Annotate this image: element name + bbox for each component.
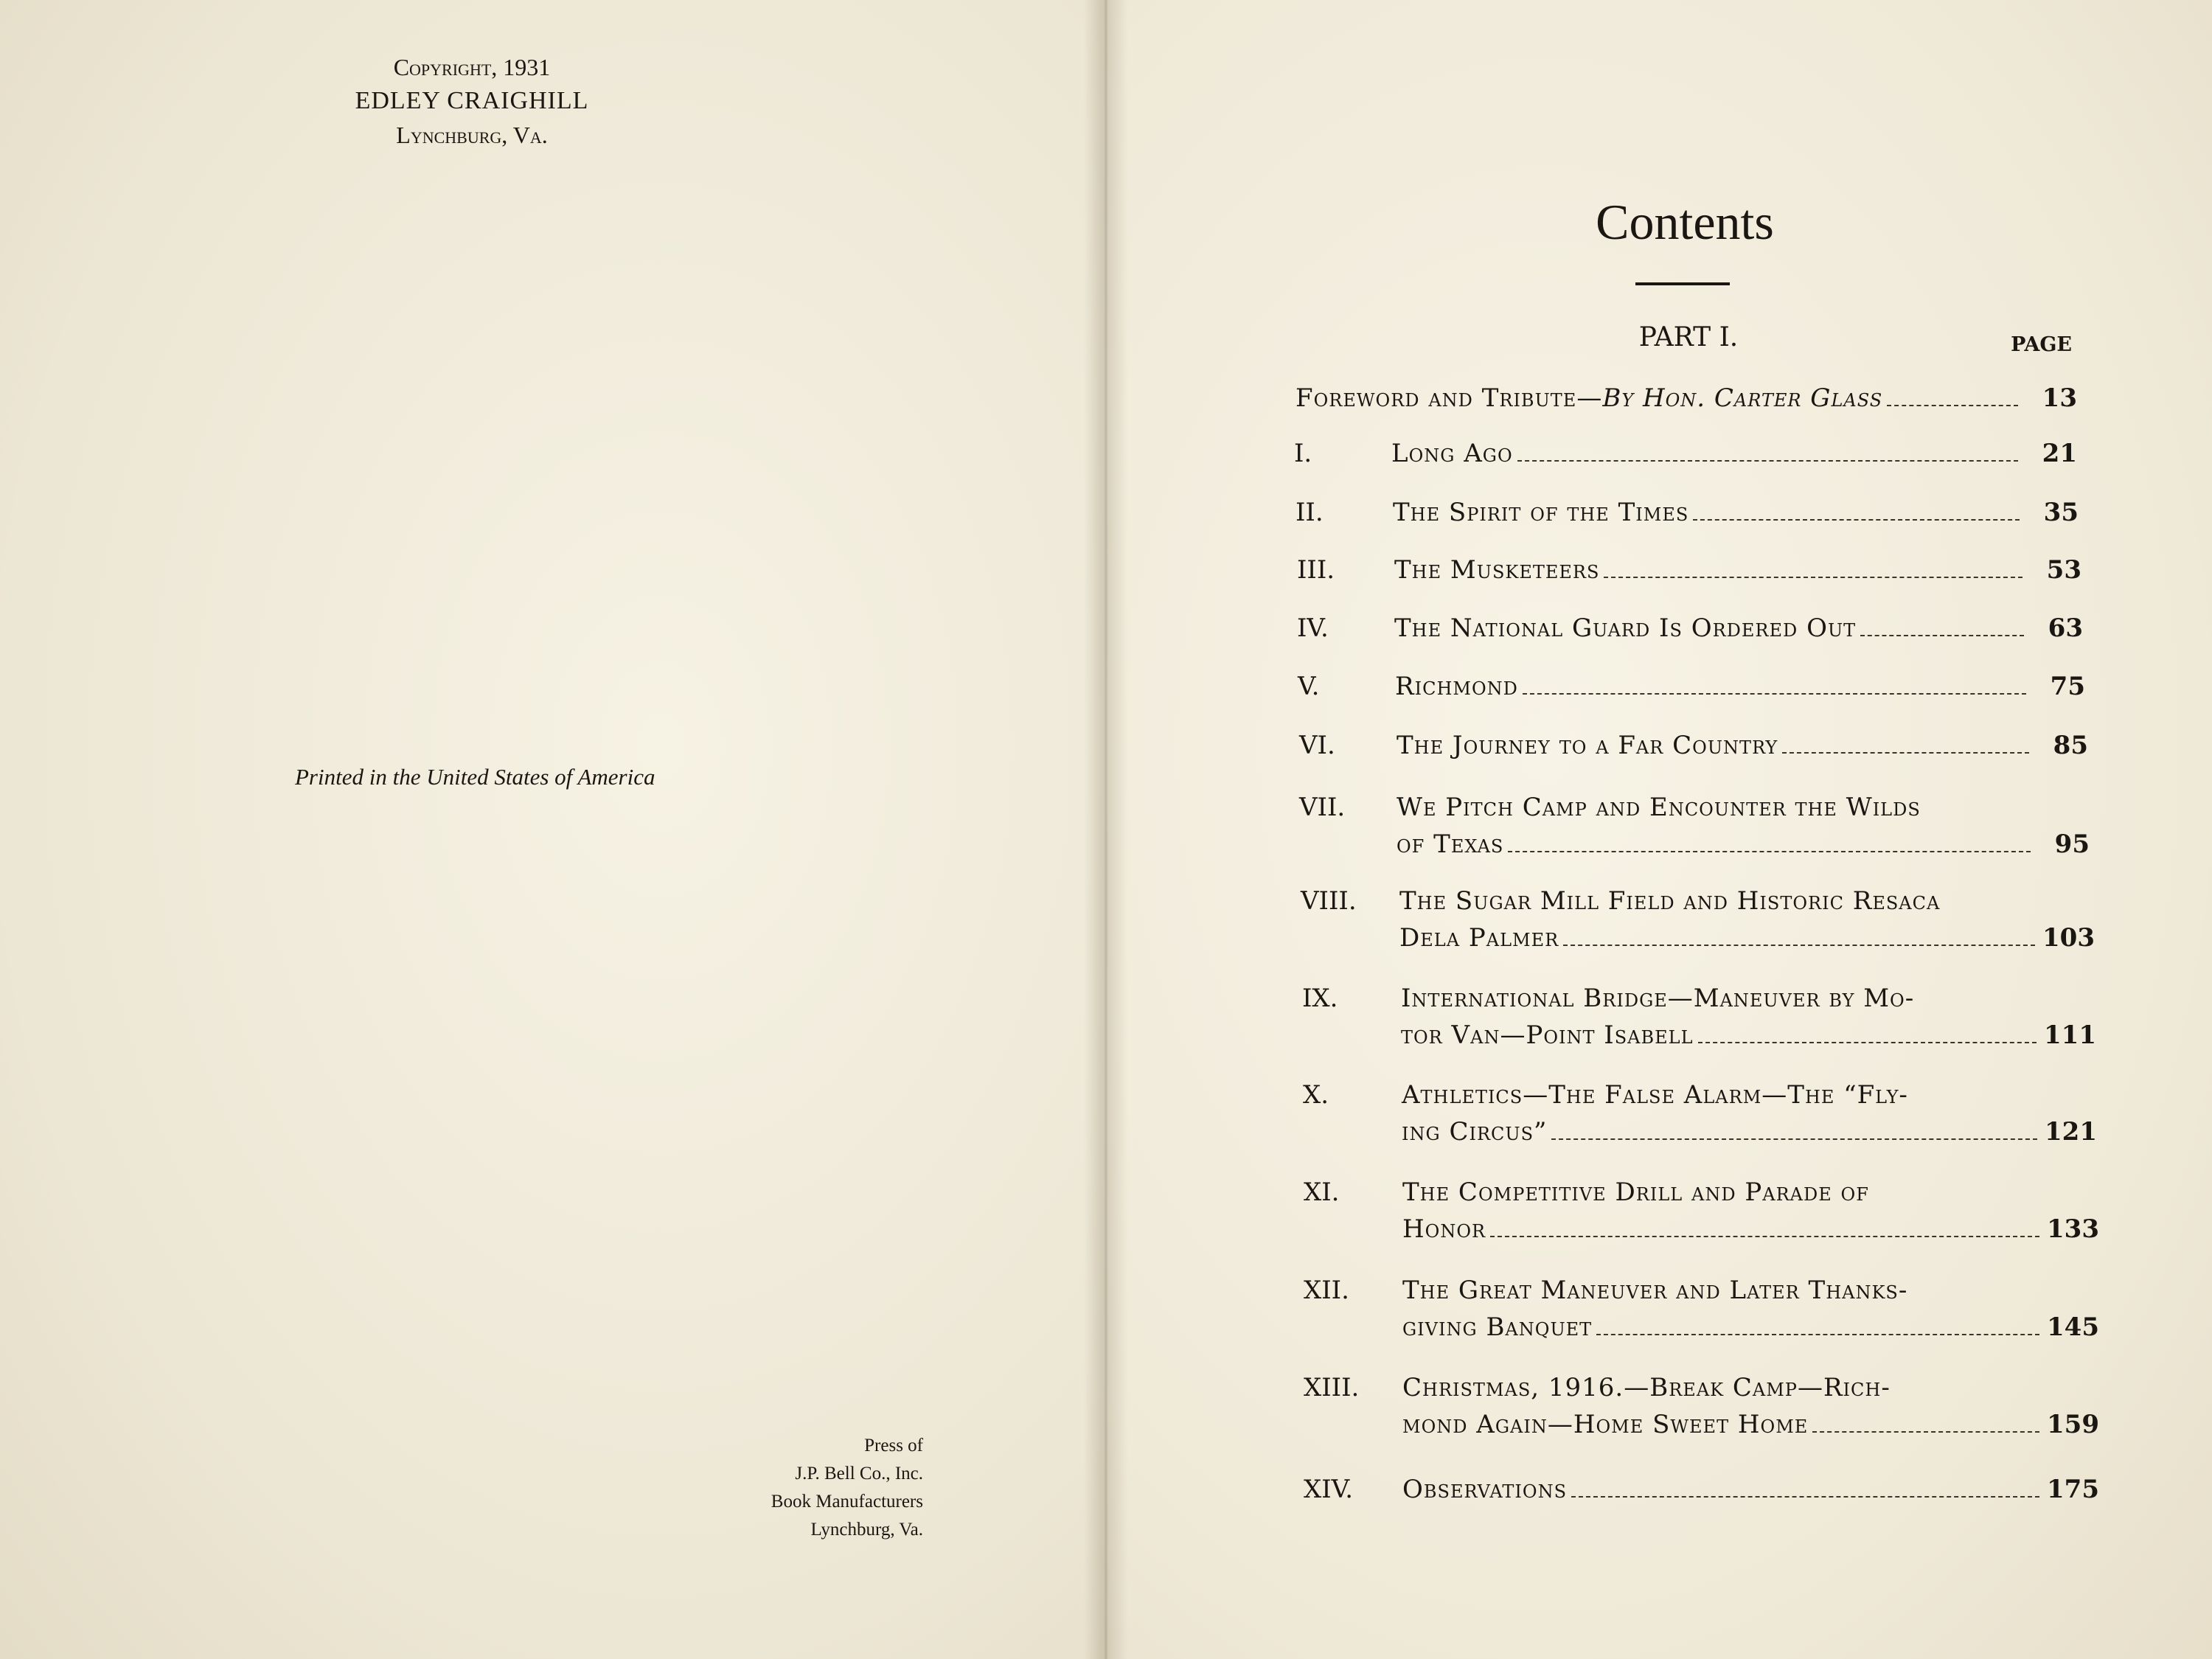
page-number: 175 [2047,1475,2099,1504]
page-number: 111 [2044,1020,2096,1050]
dot-leader [1517,460,2018,462]
page-number: 121 [2045,1117,2097,1147]
dot-leader [1604,577,2023,578]
foreword-label: Foreword and Tribute— [1295,383,1603,413]
page-number: 21 [2042,439,2077,468]
toc-row [1298,668,2085,705]
page-number: 85 [2053,731,2088,760]
page-number: 13 [2042,383,2077,413]
foreword-author: By Hon. Carter Glass [1602,383,1883,413]
page-number: 103 [2042,923,2095,953]
chapter-title-cont: tor Van—Point Isabell [1401,1020,1694,1050]
press-line: Press of [864,1436,923,1455]
copyright-name: EDLEY CRAIGHILL [355,87,589,114]
chapter-title: The Great Maneuver and Later Thanks- [1402,1276,1908,1305]
left-page [0,0,1102,1659]
chapter-number: I. [1294,439,1312,468]
dot-leader [1523,693,2026,695]
toc-row [1297,552,2081,588]
toc-row [1304,1471,2098,1508]
chapter-number: IX. [1302,984,1338,1013]
page-number: 35 [2043,498,2079,527]
toc-row [1297,610,2083,647]
chapter-title: Long Ago [1391,439,1513,468]
toc-row [1301,883,2094,956]
page-number: 133 [2047,1214,2099,1244]
dot-leader [1860,635,2024,636]
toc-row-foreword [1295,380,2077,417]
press-line: Book Manufacturers [771,1492,923,1512]
chapter-title: The Journey to a Far Country [1397,731,1778,760]
chapter-title: The Sugar Mill Field and Historic Resaca [1399,886,1941,916]
toc-row [1304,1369,2098,1443]
contents-title: Contents [1596,194,1774,250]
chapter-title-cont: mond Again—Home Sweet Home [1402,1410,1809,1439]
chapter-title: The National Guard Is Ordered Out [1394,613,1857,643]
page-number: 53 [2046,555,2081,585]
dot-leader [1563,945,2035,946]
chapter-title: Richmond [1395,672,1518,701]
page-number: 95 [2054,830,2090,859]
chapter-title-cont: Honor [1402,1214,1486,1244]
chapter-number: II. [1295,498,1324,527]
dot-leader [1551,1138,2037,1140]
chapter-title: The Competitive Drill and Parade of [1402,1178,1869,1207]
chapter-title: International Bridge—Maneuver by Mo- [1401,984,1915,1013]
chapter-title-cont: Dela Palmer [1399,923,1559,953]
dot-leader [1782,752,2029,754]
copyright-block [324,50,619,152]
toc-row [1302,980,2096,1054]
chapter-title: The Spirit of the Times [1393,498,1689,527]
toc-row [1304,1174,2098,1248]
chapter-title: The Musketeers [1394,555,1600,585]
book-gutter [1084,0,1128,1659]
chapter-number: XII. [1304,1276,1349,1305]
toc-row [1304,1272,2098,1346]
title-rule [1635,282,1730,285]
part-heading: PART I. [1638,322,1739,352]
chapter-title-cont: of Texas [1397,830,1504,859]
press-line: J.P. Bell Co., Inc. [795,1464,923,1484]
chapter-title: Observations [1402,1475,1568,1504]
toc-row [1303,1077,2096,1150]
chapter-number: VI. [1299,731,1335,760]
dot-leader [1693,519,2020,521]
page-column-heading: PAGE [2011,333,2072,356]
dot-leader [1812,1431,2039,1433]
chapter-number: VII. [1299,793,1346,822]
printed-in: Printed in the United States of America [295,764,655,790]
toc-row [1299,789,2090,863]
dot-leader [1596,1334,2039,1335]
copyright-place: Lynchburg, Va. [396,122,548,148]
chapter-number: XIV. [1304,1475,1354,1504]
press-line: Lynchburg, Va. [810,1520,923,1540]
chapter-number: X. [1303,1080,1329,1110]
chapter-number: III. [1297,555,1335,585]
chapter-number: XIII. [1304,1373,1360,1402]
copyright-line: Copyright, 1931 [393,54,551,80]
dot-leader [1887,405,2018,406]
chapter-title: Athletics—The False Alarm—The “Fly- [1402,1080,1908,1110]
chapter-number: VIII. [1301,886,1357,916]
chapter-title-cont: giving Banquet [1402,1312,1593,1342]
toc-row [1295,494,2079,531]
page-number: 145 [2047,1312,2099,1342]
dot-leader [1490,1236,2039,1237]
press-imprint [628,1432,923,1544]
chapter-number: IV. [1297,613,1329,643]
page-number: 63 [2048,613,2083,643]
page-number: 75 [2050,672,2085,701]
chapter-title: We Pitch Camp and Encounter the Wilds [1397,793,1921,822]
dot-leader [1571,1496,2039,1498]
toc-row [1294,435,2077,472]
toc-row [1299,727,2088,764]
chapter-number: V. [1298,672,1320,701]
page-number: 159 [2047,1410,2099,1439]
dot-leader [1698,1042,2037,1043]
chapter-title: Christmas, 1916.—Break Camp—Rich- [1402,1373,1891,1402]
dot-leader [1508,851,2031,852]
chapter-number: XI. [1304,1178,1340,1207]
chapter-title-cont: ing Circus” [1402,1117,1548,1147]
